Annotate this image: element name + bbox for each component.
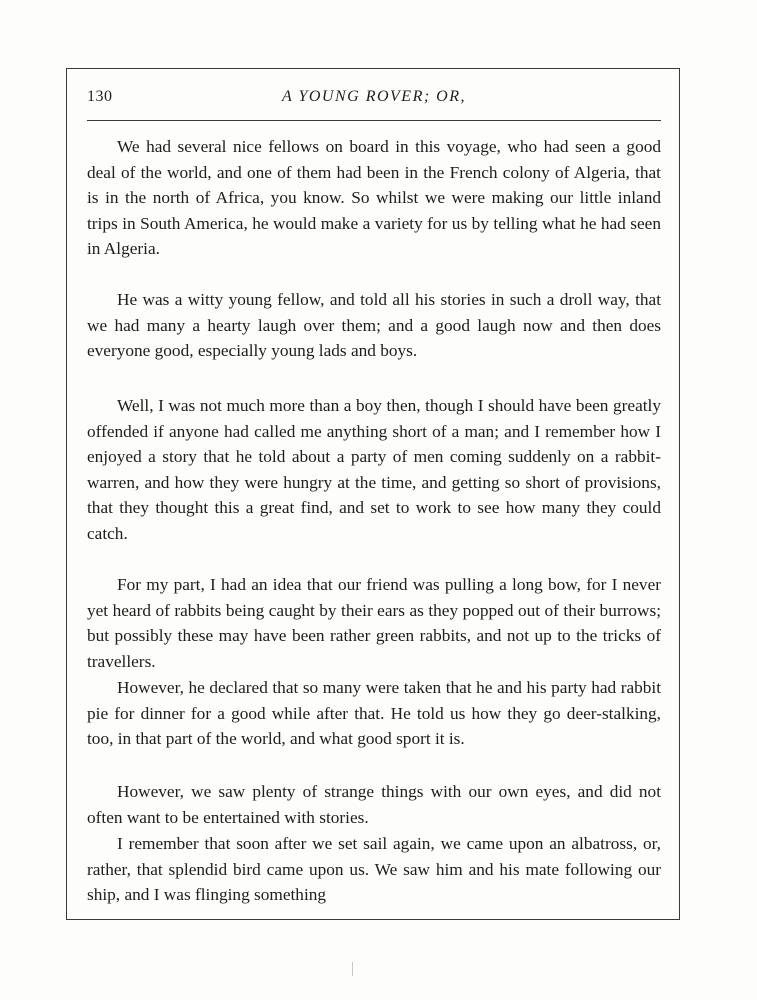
- paragraph-2: He was a witty young fellow, and told all his stories in such a droll way, that we had many a hearty laugh over them; and a good laugh now and then does everyone good, especially young lads and boys.: [87, 290, 661, 361]
- paragraph-6: However, we saw plenty of strange things with our own eyes, and did not often want to be entertained with stories.: [87, 782, 661, 827]
- paragraph-4: For my part, I had an idea that our friend was pulling a long bow, for I never yet heard of rabbits being caught by their ears as they popped out of their burrows; but possibly these may have been rather green rabbits, and not up to the tricks of travellers.: [87, 575, 661, 671]
- header-rule: [87, 120, 661, 121]
- page-number: 130: [87, 88, 113, 105]
- running-title: A YOUNG ROVER; OR,: [281, 88, 467, 105]
- paragraph-5: However, he declared that so many were taken that he and his party had rabbit pie for dinner for a good while after that. He told us how they go deer-stalking, too, in that part of the world, and what good sport it is.: [87, 678, 661, 749]
- paragraph-7: I remember that soon after we set sail again, we came upon an albatross, or, rather, that splendid bird came upon us. We saw him and his mate following our ship, and I was flinging something: [87, 834, 661, 905]
- paragraph-1: We had several nice fellows on board in this voyage, who had seen a good deal of the world, and one of them had been in the French colony of Algeria, that is in the north of Africa, you know. So whilst we were making our little inland trips in South America, he would make a variety for us by telling what he had seen in Algeria.: [87, 137, 661, 259]
- running-header: [87, 86, 661, 114]
- paragraph-3: Well, I was not much more than a boy then, though I should have been greatly offended if anyone had called me anything short of a man; and I remember how I enjoyed a story that he told about a party of men coming suddenly on a rabbit-warren, and how they were hungry at the time, and getting so short of provisions, that they thought this a great find, and set to work to see how many they could catch.: [87, 396, 661, 543]
- scan-mark: [352, 962, 353, 976]
